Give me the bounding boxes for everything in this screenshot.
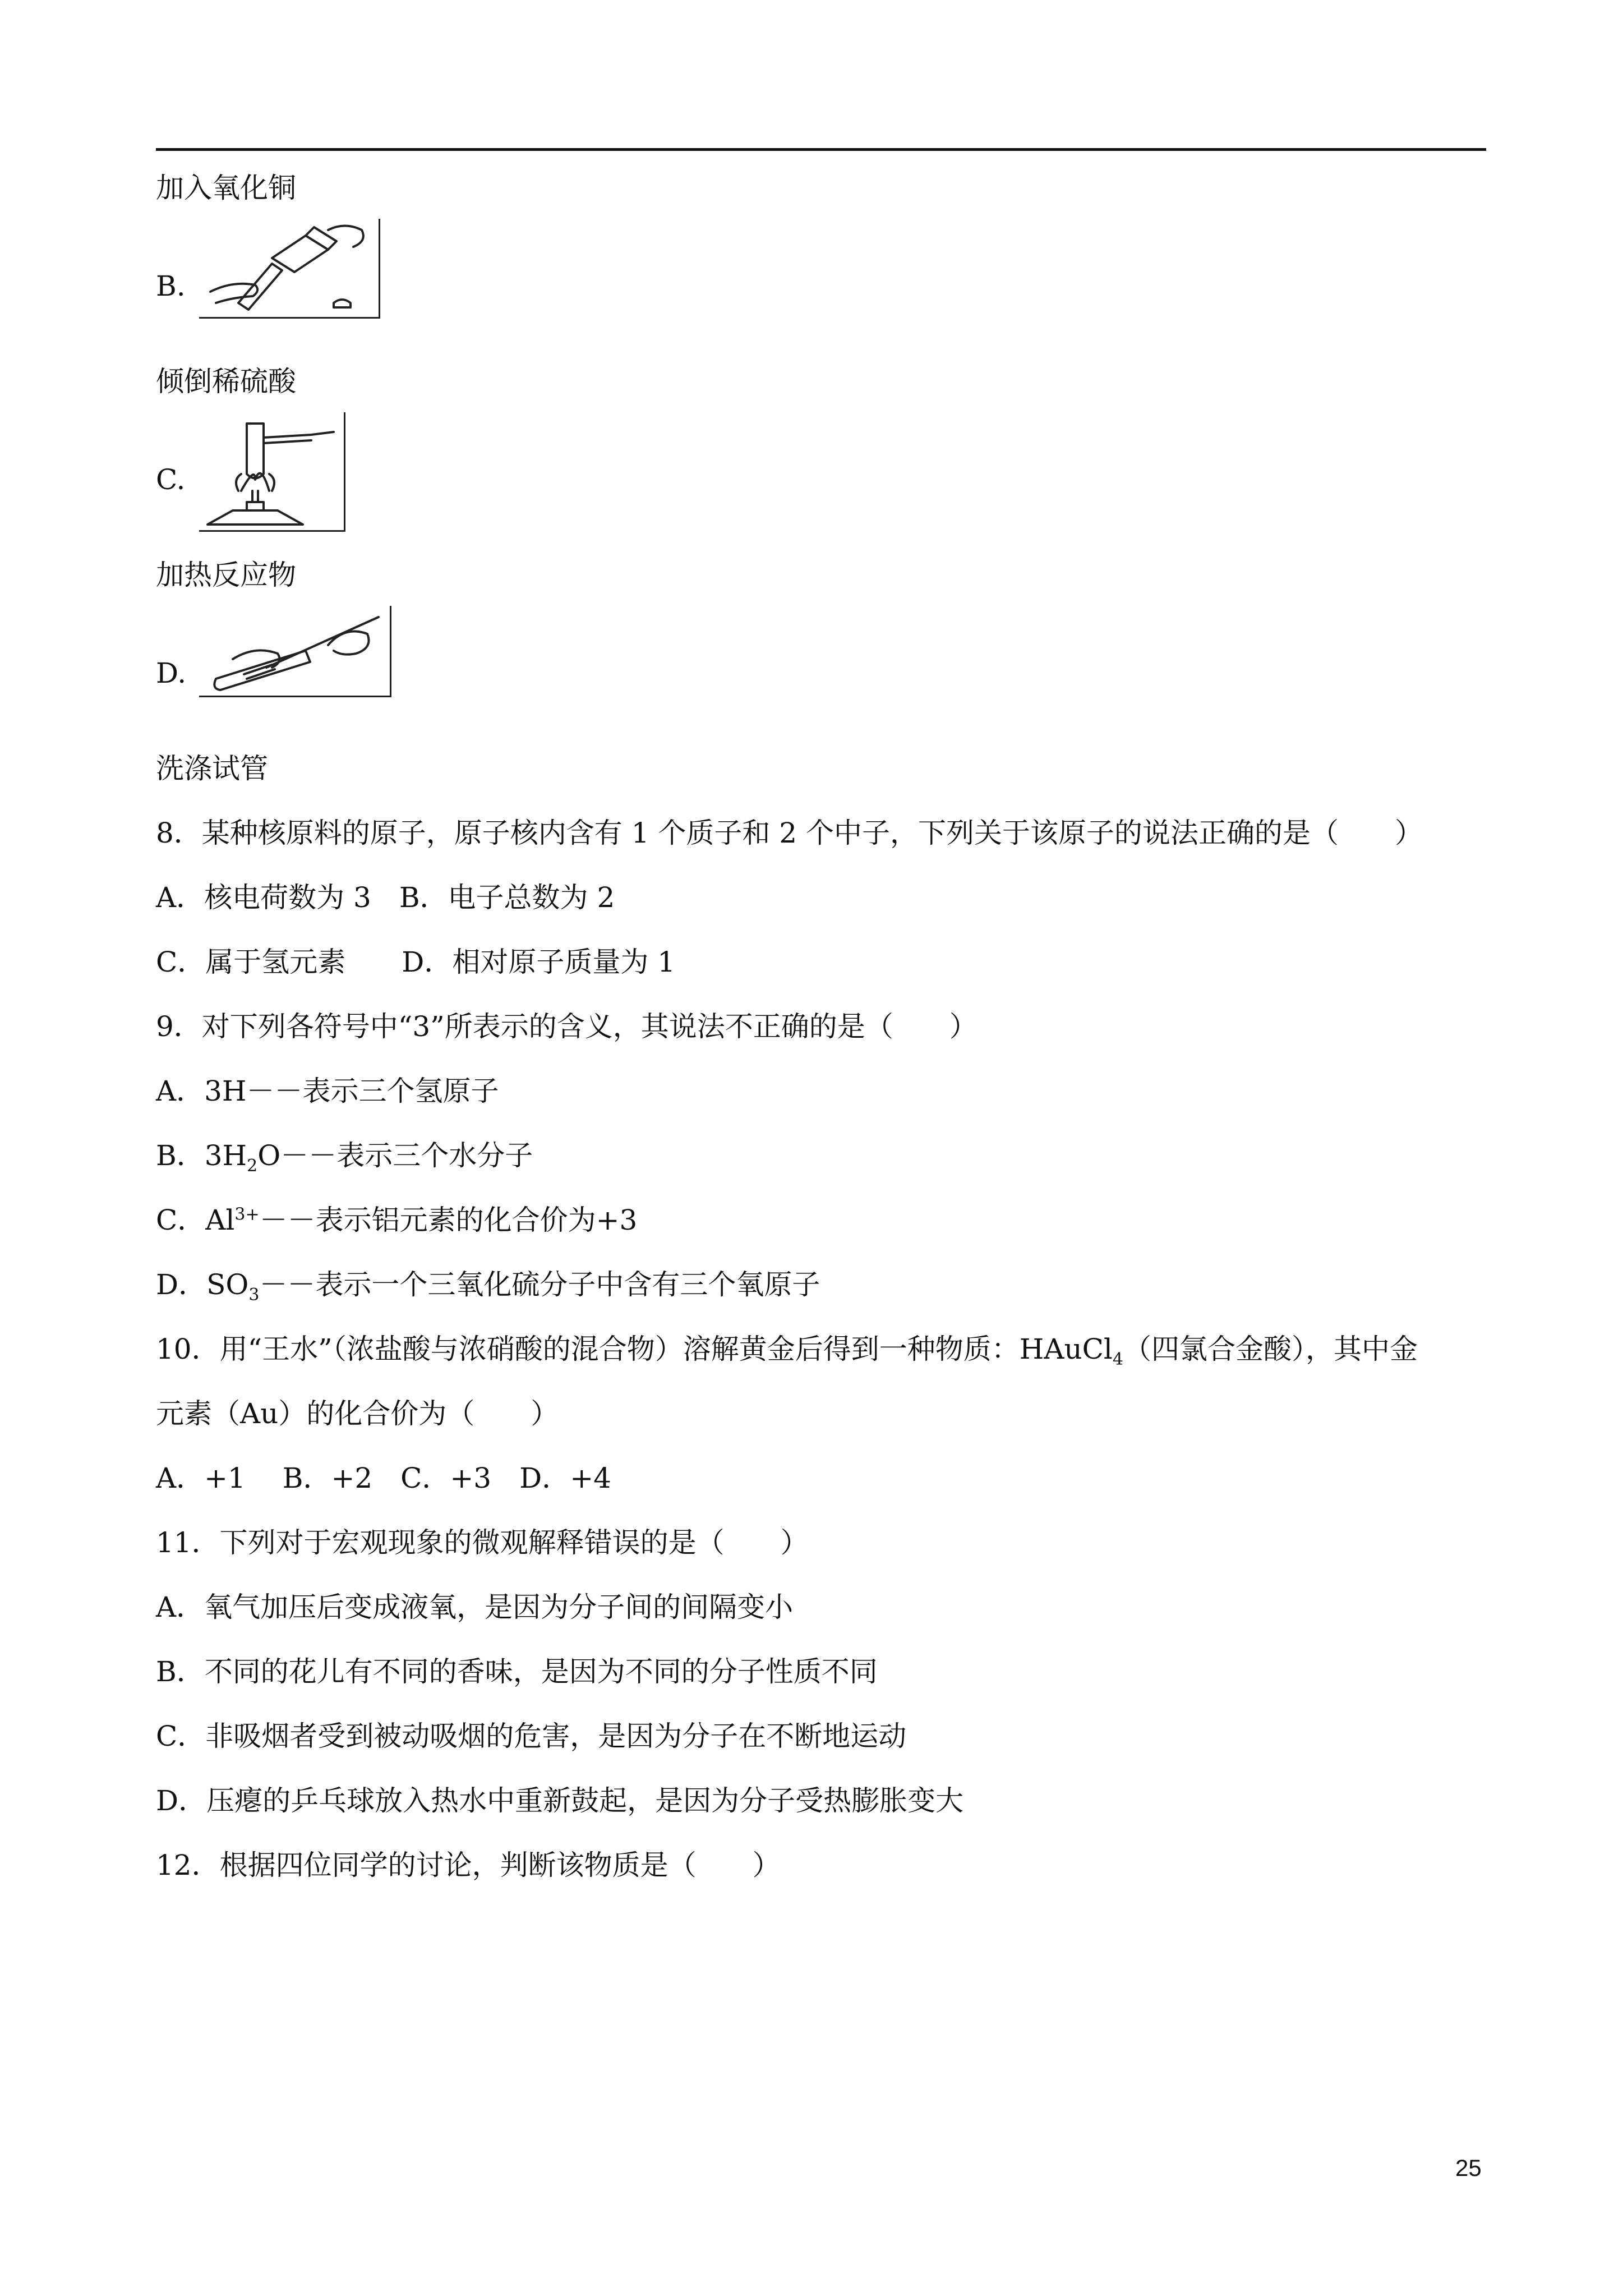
question-9-stem: 9．对下列各符号中“3”所表示的含义，其说法不正确的是（ ） bbox=[156, 1010, 978, 1043]
option-b-caption: 倾倒稀硫酸 bbox=[156, 365, 296, 398]
question-10-stem: 10．用“王水”（浓盐酸与浓硝酸的混合物）溶解黄金后得到一种物质：HAuCl$_4$（四氯合金酸），其中金 bbox=[156, 1333, 1418, 1369]
question-10-options: A．+1 B．+2 C．+3 D．+4 bbox=[156, 1462, 611, 1494]
question-10-stem-line2: 元素（Au）的化合价为（ ） bbox=[156, 1397, 559, 1430]
question-11-stem: 11．下列对于宏观现象的微观解释错误的是（ ） bbox=[156, 1526, 809, 1559]
question-8-stem: 8．某种核原料的原子，原子核内含有 1 个质子和 2 个中子，下列关于该原子的说法正确的是（ ） bbox=[156, 817, 1423, 849]
question-11-option-a: A．氧气加压后变成液氧，是因为分子间的间隔变小 bbox=[156, 1591, 794, 1623]
question-11-option-c: C．非吸烟者受到被动吸烟的危害，是因为分子在不断地运动 bbox=[156, 1720, 907, 1752]
question-12-stem: 12．根据四位同学的讨论，判断该物质是（ ） bbox=[156, 1849, 781, 1881]
washing-tube-illustration bbox=[199, 606, 391, 697]
page-number: 25 bbox=[1455, 2155, 1482, 2181]
question-9-option-b: B．$3H_2O--$表示三个水分子 bbox=[156, 1139, 533, 1176]
option-d-caption: 洗涤试管 bbox=[156, 752, 268, 785]
alcohol-lamp-icon bbox=[199, 412, 344, 530]
pouring-acid-illustration bbox=[199, 219, 380, 319]
option-c-caption: 加热反应物 bbox=[156, 559, 296, 591]
question-9-option-a: A．3H－－表示三个氢原子 bbox=[156, 1075, 499, 1107]
question-8-options-2: C．属于氢元素 D．相对原子质量为 1 bbox=[156, 946, 676, 978]
heating-illustration bbox=[199, 412, 345, 532]
test-tube-brush-icon bbox=[199, 606, 390, 696]
option-d-letter: D. bbox=[156, 657, 187, 689]
question-11-option-b: B．不同的花儿有不同的香味，是因为不同的分子性质不同 bbox=[156, 1655, 878, 1688]
option-b-letter: B. bbox=[156, 270, 186, 302]
question-8-options-1: A．核电荷数为 3 B．电子总数为 2 bbox=[156, 881, 615, 914]
question-9-option-d: D．$SO_3--$表示一个三氧化硫分子中含有三个氧原子 bbox=[156, 1268, 820, 1305]
option-c-letter: C. bbox=[156, 463, 186, 496]
pouring-acid-icon bbox=[199, 219, 379, 317]
question-9-option-c: C．$Al^{3+}--$表示铝元素的化合价为+3 bbox=[156, 1204, 638, 1236]
header-rule bbox=[156, 148, 1486, 151]
question-11-option-d: D．压瘪的乒乓球放入热水中重新鼓起，是因为分子受热膨胀变大 bbox=[156, 1784, 964, 1817]
option-a-caption: 加入氧化铜 bbox=[156, 172, 296, 204]
